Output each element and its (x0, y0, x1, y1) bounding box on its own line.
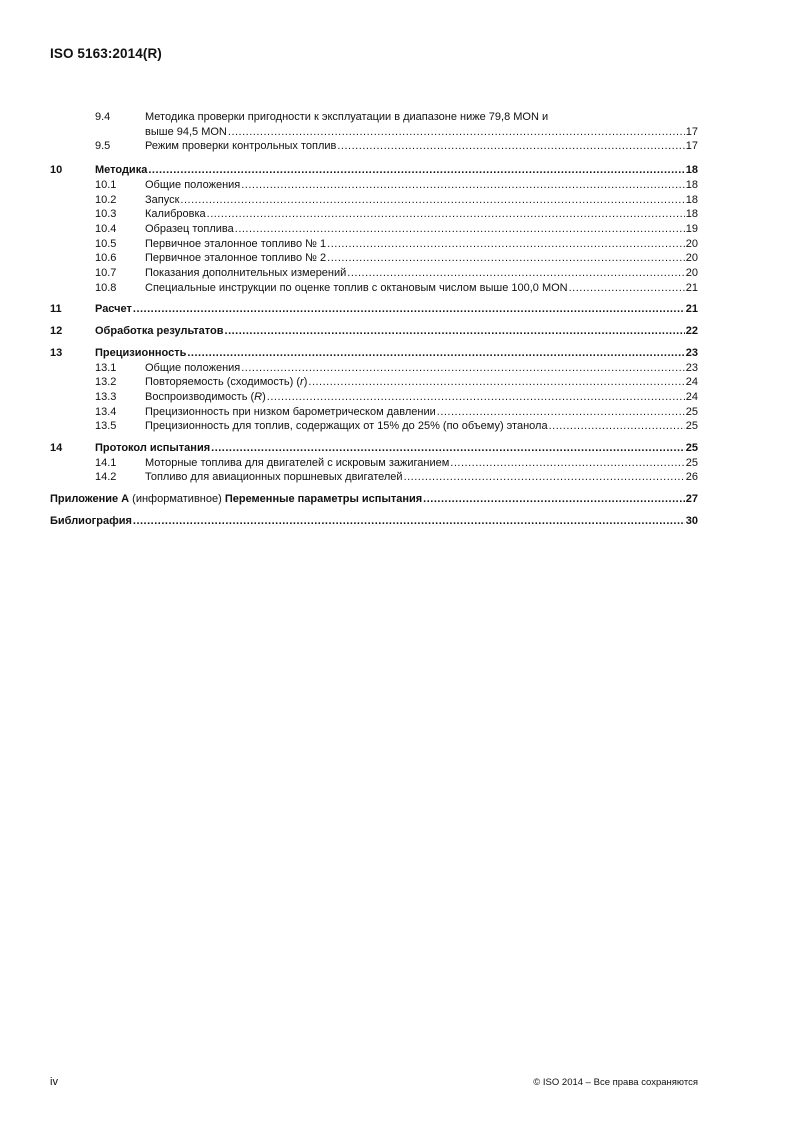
toc-page: 23 (685, 346, 698, 359)
toc-number: 10.4 (95, 222, 117, 235)
toc-leader (450, 456, 684, 471)
toc-page: 25 (685, 456, 698, 469)
toc-title: Показания дополнительных измерений (145, 267, 347, 280)
toc-title: Расчет (95, 303, 132, 316)
toc-title (145, 375, 307, 390)
toc-leader (207, 207, 685, 222)
toc-entry-12[interactable] (50, 324, 698, 339)
toc-page: 25 (685, 405, 698, 418)
toc-title: Запуск (145, 193, 180, 206)
toc-leader (327, 237, 685, 252)
annex-type: (информативное) (129, 493, 225, 506)
toc-entry-10-4[interactable] (50, 222, 698, 237)
toc-leader (327, 251, 685, 266)
toc-page: 21 (685, 281, 698, 294)
toc-number: 10.3 (95, 208, 117, 221)
toc-leader (133, 514, 685, 529)
toc-title: Общие положения (145, 178, 241, 191)
toc-symbol: r (300, 376, 304, 389)
document-header: ISO 5163:2014(R) (50, 46, 162, 61)
toc-page: 25 (685, 420, 698, 433)
toc-leader (267, 390, 685, 405)
table-of-contents (50, 110, 698, 529)
toc-number: 10.1 (95, 178, 117, 191)
toc-title: Общие положения (145, 361, 241, 374)
toc-entry-13[interactable] (50, 346, 698, 361)
toc-page: 20 (685, 267, 698, 280)
toc-page: 18 (685, 178, 698, 191)
toc-entry-14-2[interactable] (50, 470, 698, 485)
toc-number: 13.5 (95, 420, 117, 433)
toc-leader (549, 419, 685, 434)
toc-title: Прецизионность (95, 346, 187, 359)
toc-entry-10-5[interactable] (50, 237, 698, 252)
toc-leader (225, 324, 685, 339)
toc-number: 14.2 (95, 471, 117, 484)
toc-title-part: ) (262, 390, 266, 403)
toc-leader (228, 125, 685, 140)
toc-leader (148, 163, 684, 178)
toc-leader (569, 281, 685, 296)
toc-title: Методика (95, 164, 148, 177)
toc-leader (211, 441, 685, 456)
toc-page: 22 (685, 325, 698, 338)
toc-entry-9-5[interactable] (50, 139, 698, 154)
toc-entry-10-3[interactable] (50, 207, 698, 222)
toc-entry-10-6[interactable] (50, 251, 698, 266)
toc-title: Прецизионность для топлив, содержащих от 15% до 25% (по объему) этанола (145, 420, 548, 433)
toc-entry-13-4[interactable] (50, 405, 698, 420)
toc-page: 17 (685, 140, 698, 153)
toc-title (145, 390, 266, 405)
toc-number: 10 (50, 164, 63, 177)
toc-title-part: ) (303, 376, 308, 389)
toc-entry-13-3[interactable] (50, 390, 698, 405)
toc-number: 14 (50, 442, 63, 455)
toc-page: 30 (685, 514, 698, 527)
toc-leader (180, 193, 684, 208)
toc-leader (235, 222, 685, 237)
toc-leader (308, 375, 684, 390)
toc-leader (337, 139, 684, 154)
toc-page: 20 (685, 237, 698, 250)
toc-entry-10[interactable] (50, 163, 698, 178)
toc-title: Прецизионность при низком барометрическом давлении (145, 405, 436, 418)
toc-entry-14[interactable] (50, 441, 698, 456)
toc-number: 13.3 (95, 390, 117, 403)
toc-title-part: Повторяемость (сходимость) ( (145, 376, 301, 389)
toc-symbol: R (254, 390, 263, 403)
toc-entry-10-8[interactable] (50, 281, 698, 296)
toc-number: 9.5 (95, 140, 111, 153)
toc-title: Обработка результатов (95, 325, 224, 338)
toc-title: Первичное эталонное топливо № 1 (145, 237, 327, 250)
toc-page: 24 (685, 376, 698, 389)
toc-entry-11[interactable] (50, 302, 698, 317)
toc-number: 13 (50, 346, 63, 359)
annex-title: Переменные параметры испытания (224, 493, 423, 506)
toc-number: 14.1 (95, 456, 117, 469)
toc-page: 19 (685, 222, 698, 235)
annex-label: Приложение А (50, 493, 130, 506)
toc-leader (437, 405, 685, 420)
toc-page: 18 (685, 193, 698, 206)
copyright-notice: © ISO 2014 – Все права сохраняются (533, 1077, 698, 1088)
toc-entry-10-7[interactable] (50, 266, 698, 281)
toc-number: 13.2 (95, 376, 117, 389)
toc-title: Специальные инструкции по оценке топлив с октановым числом выше 100,0 MON (145, 281, 568, 294)
toc-title: Протокол испытания (95, 442, 211, 455)
toc-entry-annex-a[interactable] (50, 492, 698, 507)
toc-title-part: Воспроизводимость ( (145, 390, 255, 403)
toc-number: 10.5 (95, 237, 117, 250)
toc-entry-10-1[interactable] (50, 178, 698, 193)
toc-title: Моторные топлива для двигателей с искровым зажиганием (145, 456, 450, 469)
toc-entry-bibliography[interactable] (50, 514, 698, 529)
toc-number: 12 (50, 325, 63, 338)
toc-title: Режим проверки контрольных топлив (145, 140, 337, 153)
toc-page: 20 (685, 252, 698, 265)
toc-number: 10.2 (95, 193, 117, 206)
toc-leader (133, 302, 685, 317)
toc-leader (423, 492, 685, 507)
toc-title: Калибровка (145, 208, 206, 221)
toc-page: 18 (685, 208, 698, 221)
toc-entry-13-2[interactable] (50, 375, 698, 390)
toc-title: Библиография (50, 514, 132, 527)
toc-leader (404, 470, 685, 485)
toc-title-line1: Методика проверки пригодности к эксплуатации в диапазоне ниже 79,8 MON и (145, 111, 549, 123)
toc-entry-9-4[interactable] (50, 110, 698, 139)
toc-title (50, 492, 422, 507)
toc-number: 13.1 (95, 361, 117, 374)
toc-page: 21 (685, 303, 698, 316)
toc-leader (187, 346, 684, 361)
toc-page: 18 (685, 164, 698, 177)
toc-number: 10.7 (95, 267, 117, 280)
toc-page: 17 (685, 125, 698, 138)
toc-number: 9.4 (95, 111, 111, 123)
toc-entry-13-1[interactable] (50, 361, 698, 376)
toc-number: 13.4 (95, 405, 117, 418)
toc-number: 10.8 (95, 281, 117, 294)
toc-entry-14-1[interactable] (50, 456, 698, 471)
page-number: iv (50, 1076, 58, 1088)
toc-page: 24 (685, 390, 698, 403)
toc-page: 25 (685, 442, 698, 455)
toc-leader (241, 361, 685, 376)
toc-page: 23 (685, 361, 698, 374)
toc-title: Первичное эталонное топливо № 2 (145, 252, 327, 265)
toc-entry-10-2[interactable] (50, 193, 698, 208)
toc-entry-13-5[interactable] (50, 419, 698, 434)
toc-page: 26 (685, 471, 698, 484)
toc-title: Топливо для авиационных поршневых двигателей (145, 471, 403, 484)
toc-page: 27 (685, 493, 698, 506)
toc-number: 11 (50, 303, 62, 316)
toc-leader (241, 178, 685, 193)
toc-leader (347, 266, 684, 281)
toc-title-line2: выше 94,5 MON (145, 125, 227, 138)
toc-number: 10.6 (95, 252, 117, 265)
toc-title: Образец топлива (145, 222, 234, 235)
